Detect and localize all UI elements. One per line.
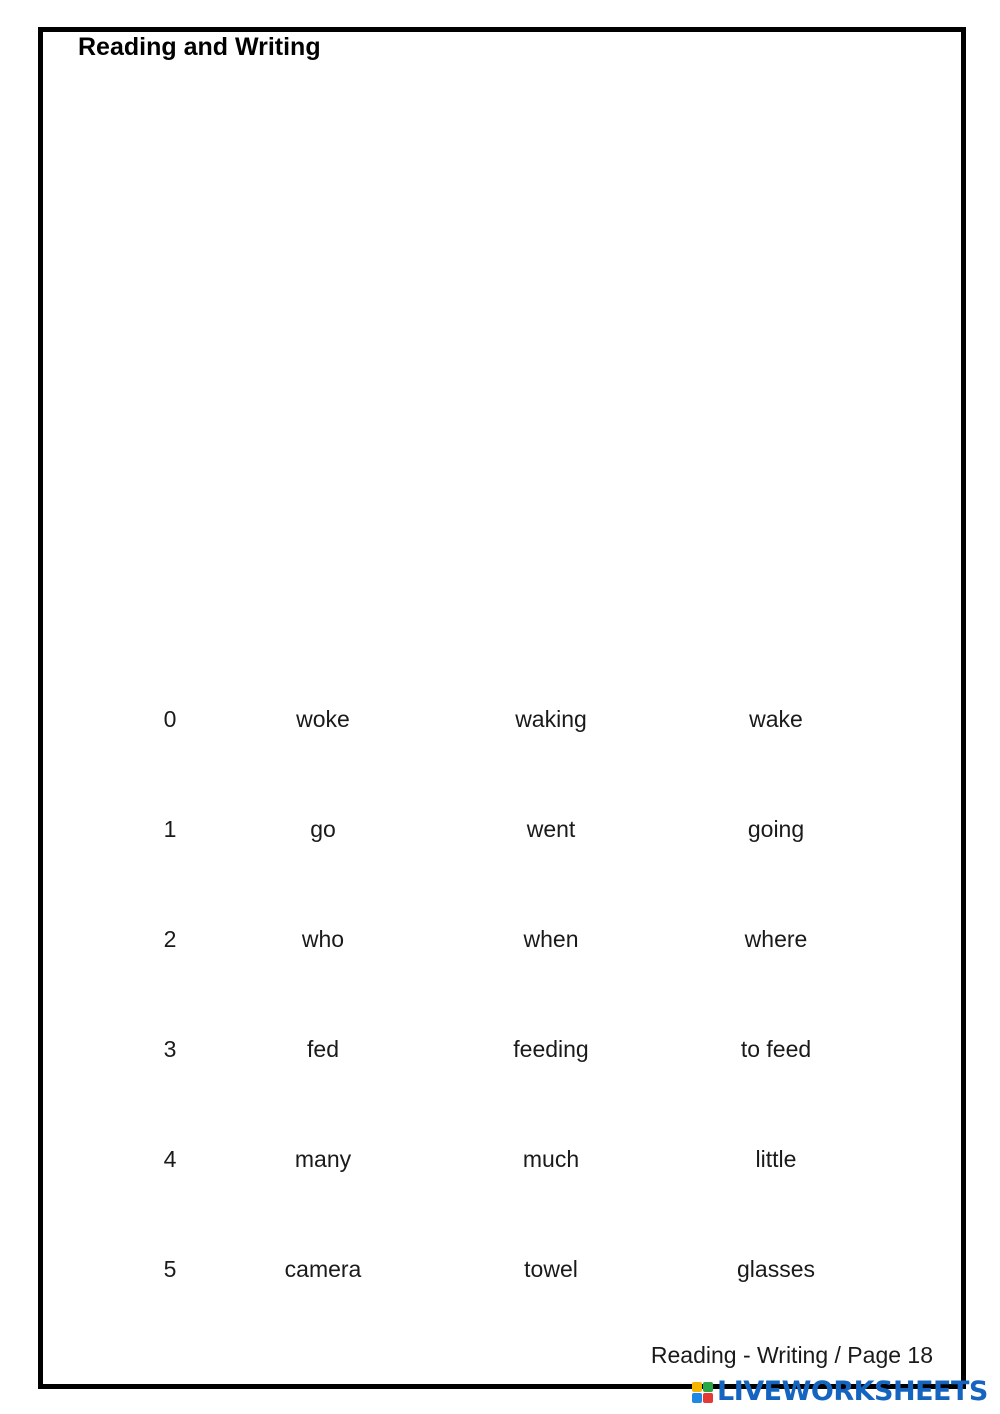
option-c[interactable]: to feed bbox=[740, 1036, 812, 1062]
option-c[interactable]: going bbox=[747, 816, 805, 842]
option-c[interactable]: where bbox=[744, 926, 808, 952]
option-b[interactable]: much bbox=[522, 1146, 580, 1172]
option-row bbox=[0, 800, 1000, 910]
option-a[interactable]: fed bbox=[307, 1036, 339, 1062]
option-a[interactable]: go bbox=[310, 816, 336, 842]
option-a[interactable]: many bbox=[294, 1146, 352, 1172]
option-b[interactable]: went bbox=[526, 816, 576, 842]
liveworksheets-logo-icon bbox=[692, 1382, 713, 1403]
question-number: 2 bbox=[163, 926, 177, 952]
option-b[interactable]: waking bbox=[515, 706, 587, 732]
option-row bbox=[0, 1020, 1000, 1130]
option-c[interactable]: glasses bbox=[737, 1256, 815, 1282]
question-number: 1 bbox=[163, 816, 177, 842]
option-row bbox=[0, 690, 1000, 800]
page-title: Reading and Writing bbox=[78, 33, 321, 61]
brand-name: LIVEWORKSHEETS bbox=[717, 1376, 988, 1407]
option-c[interactable]: wake bbox=[749, 706, 803, 732]
option-a[interactable]: woke bbox=[296, 706, 350, 732]
answer-options-table bbox=[0, 690, 1000, 1350]
option-b[interactable]: towel bbox=[524, 1256, 578, 1282]
option-b[interactable]: feeding bbox=[513, 1036, 589, 1062]
option-a[interactable]: camera bbox=[284, 1256, 362, 1282]
option-row bbox=[0, 1130, 1000, 1240]
page-footer: Reading - Writing / Page 18 bbox=[650, 1342, 933, 1368]
question-number: 3 bbox=[163, 1036, 177, 1062]
option-b[interactable]: when bbox=[523, 926, 579, 952]
question-number: 0 bbox=[163, 706, 177, 732]
option-c[interactable]: little bbox=[755, 1146, 797, 1172]
brand-logo bbox=[692, 1377, 988, 1407]
question-number: 4 bbox=[163, 1146, 177, 1172]
option-row bbox=[0, 1240, 1000, 1350]
option-row bbox=[0, 910, 1000, 1020]
option-a[interactable]: who bbox=[301, 926, 345, 952]
question-number: 5 bbox=[163, 1256, 177, 1282]
